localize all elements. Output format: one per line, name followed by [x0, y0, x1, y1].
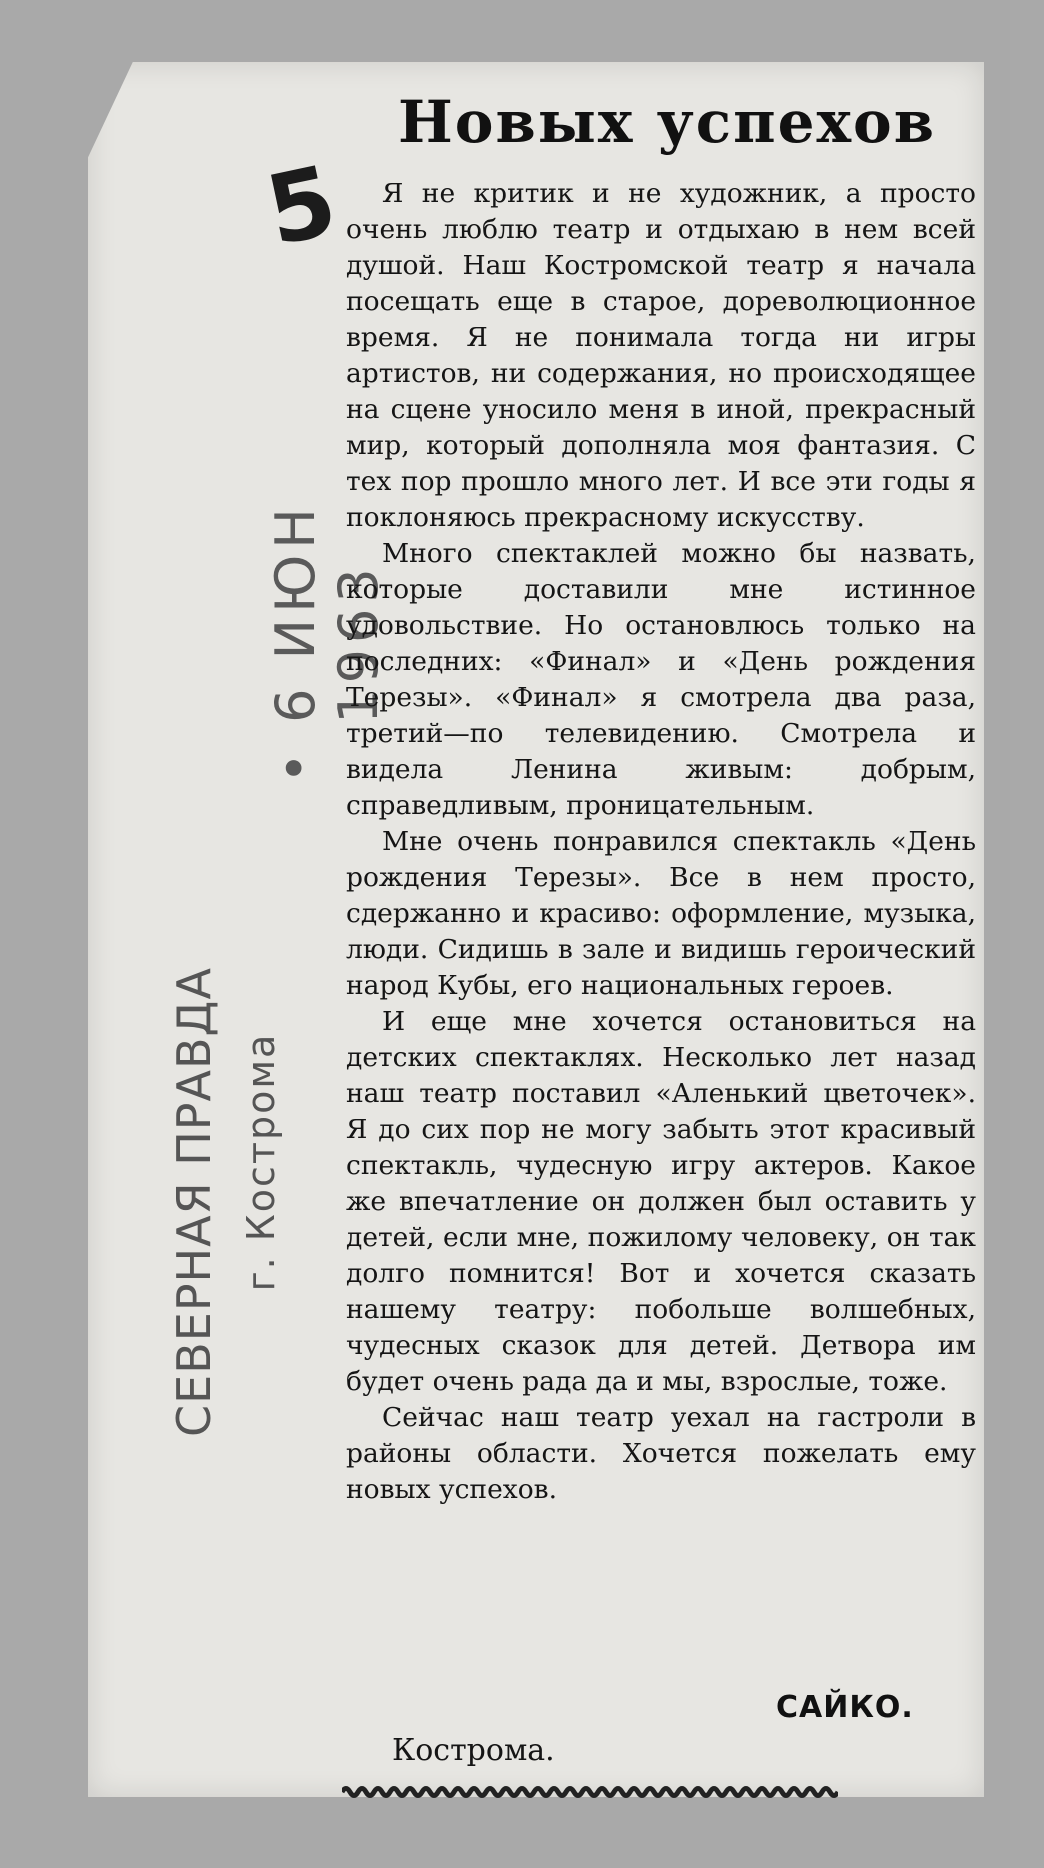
article-body: [346, 176, 976, 1508]
decorative-border: [342, 1785, 838, 1799]
article-paragraph: Много спектаклей можно бы назвать, которые доставили мне истинное удовольствие. Но остановлюсь только на последних: «Финал» и «День рождения Терезы». «Финал» я смотрела два раза, третий—по телевидению. Смотрела и видела Ленина живым: добрым, справедливым, проницательным.: [346, 538, 976, 821]
author-signature: САЙКО.: [776, 1690, 914, 1725]
handwritten-number: 5: [257, 144, 346, 268]
article-paragraph: И еще мне хочется остановиться на детских спектаклях. Несколько лет назад наш театр поставил «Аленький цветочек». Я до сих пор не могу забыть этот красивый спектакль, чудесную игру актеров. Какое же впечатление он должен был оставить у детей, если мне, пожилому человеку, он так долго помнится! Вот и хочется сказать нашему театру: побольше волшебных, чудесных сказок для детей. Детвора им будет очень рада да и мы, взрослые, тоже.: [346, 1006, 976, 1397]
article-title: Новых успехов: [397, 88, 937, 156]
article-paragraph: Сейчас наш театр уехал на гастроли в районы области. Хочется пожелать ему новых успехов.: [346, 1402, 976, 1505]
article-paragraph: Мне очень понравился спектакль «День рождения Терезы». Все в нем просто, сдержанно и красиво: оформление, музыка, люди. Сидишь в зале и видишь героический народ Кубы, его национальных героев.: [346, 826, 976, 1001]
newspaper-name-stamp: СЕВЕРНАЯ ПРАВДА: [167, 967, 221, 1437]
date-stamp: • 6 ИЮН 1963: [264, 502, 390, 784]
article-paragraph: Я не критик и не художник, а просто очень люблю театр и отдыхаю в нем всей душой. Наш Костромской театр я начала посещать еще в старое, дореволюционное время. Я не понимала тогда ни игры артистов, ни содержания, но происходящее на сцене уносило меня в иной, прекрасный мир, который дополняла моя фантазия. С тех пор прошло много лет. И все эти годы я поклоняюсь прекрасному искусству.: [346, 178, 976, 533]
dateline-place: Кострома.: [392, 1733, 555, 1768]
city-stamp: г. Кострома: [239, 1032, 283, 1292]
